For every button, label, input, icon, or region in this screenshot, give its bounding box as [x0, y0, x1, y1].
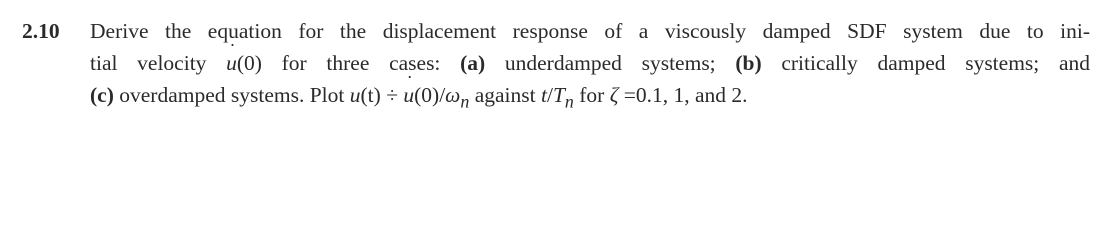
slash-symbol: /	[546, 83, 553, 107]
case-b-label: (b)	[735, 51, 762, 75]
case-a-text: underdamped systems;	[485, 51, 736, 75]
problem-line-3	[90, 79, 1090, 117]
case-a-label: (a)	[460, 51, 486, 75]
problem-line-2	[90, 47, 1090, 79]
plot-u0-text: (0)/	[414, 83, 446, 107]
plot-u-symbol: u	[349, 83, 361, 107]
zeta-values: =0.1, 1, and 2.	[618, 83, 748, 107]
against-text: against	[469, 83, 541, 107]
case-c-label: (c)	[90, 83, 114, 107]
problem-line-1: Derive the equation for the displacement response of a viscously damped SDF system due to ini-	[90, 19, 1090, 43]
problem-number: 2.10	[22, 19, 60, 43]
plot-t-paren: (t)	[360, 83, 381, 107]
plot-udot-symbol: ˙ u	[403, 79, 414, 111]
case-b-text: critically damped systems; and	[761, 51, 1090, 75]
line2-text-b: (0) for three cases:	[236, 51, 461, 75]
for-text: for	[573, 83, 610, 107]
divide-symbol: ÷	[380, 83, 404, 107]
zeta-symbol: ζ	[609, 83, 619, 107]
omega-symbol: ω	[445, 83, 461, 107]
T-subscript: n	[564, 91, 574, 112]
problem-text	[90, 15, 1090, 117]
omega-subscript: n	[460, 91, 470, 112]
u-dot-symbol: ˙ u	[226, 47, 237, 79]
line2-text-a: tial velocity	[90, 51, 227, 75]
T-symbol: T	[552, 83, 565, 107]
t-symbol: t	[540, 83, 547, 107]
case-c-text: overdamped systems. Plot	[113, 83, 350, 107]
